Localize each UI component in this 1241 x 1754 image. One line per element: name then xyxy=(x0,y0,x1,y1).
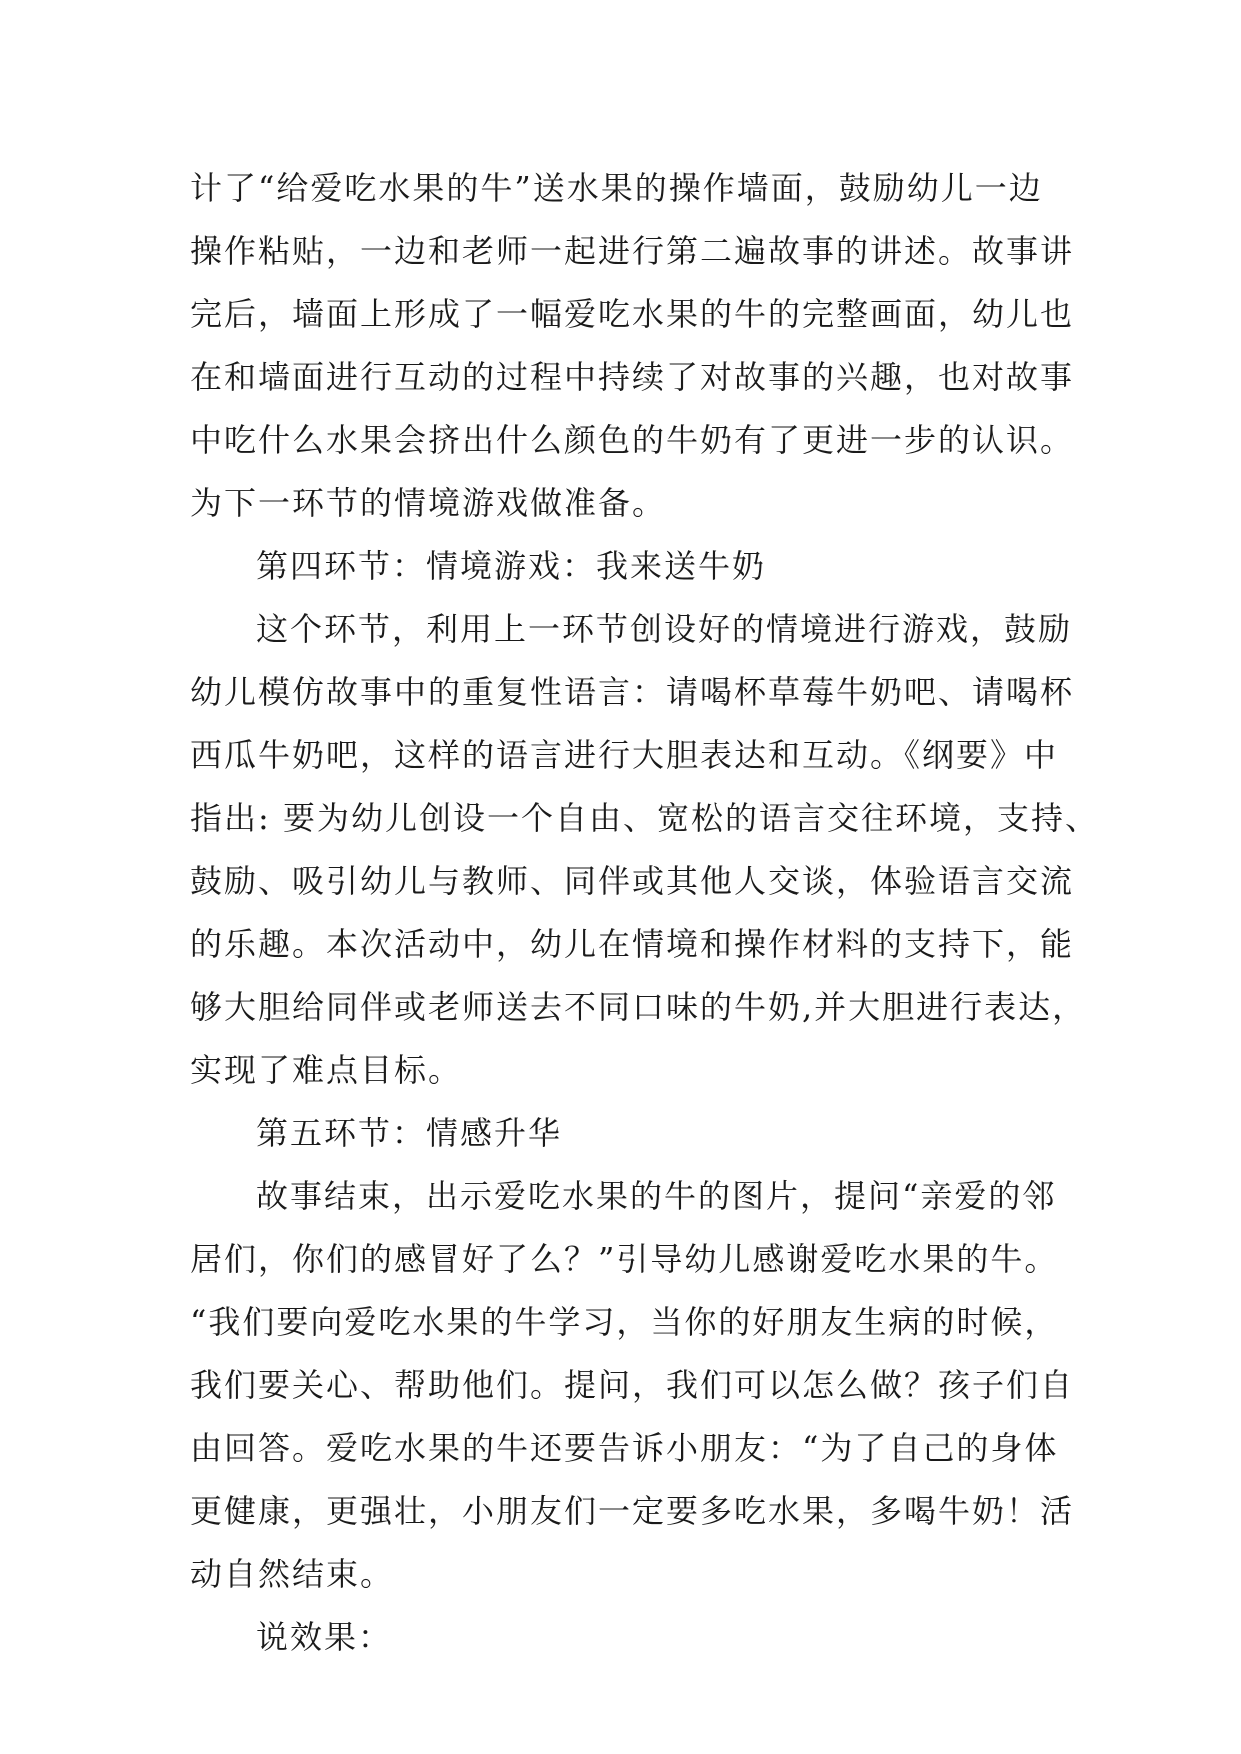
text-line: 动自然结束。 xyxy=(190,1555,395,1593)
text-line: 中吃什么水果会挤出什么颜色的牛奶有了更进一步的认识。 xyxy=(190,421,1075,459)
text-line: 计了“给爱吃水果的牛”送水果的操作墙面，鼓励幼儿一边 xyxy=(190,169,1043,207)
text-line: 够大胆给同伴或老师送去不同口味的牛奶,并大胆进行表达， xyxy=(190,988,1087,1026)
text-line: 由回答。爱吃水果的牛还要告诉小朋友：“为了自己的身体 xyxy=(190,1429,1059,1467)
text-line: 指出: 要为幼儿创设一个自由、宽松的语言交往环境，支持、 xyxy=(190,799,1099,837)
text-line: 完后，墙面上形成了一幅爱吃水果的牛的完整画面，幼儿也 xyxy=(190,295,1075,333)
text-line: 更健康，更强壮，小朋友们一定要多吃水果，多喝牛奶！活 xyxy=(190,1492,1075,1530)
paragraph-start-line: 说效果： xyxy=(256,1618,393,1656)
text-line: 在和墙面进行互动的过程中持续了对故事的兴趣，也对故事 xyxy=(190,358,1075,396)
text-line: 实现了难点目标。 xyxy=(190,1051,463,1089)
paragraph-start-line: 这个环节，利用上一环节创设好的情境进行游戏，鼓励 xyxy=(256,610,1073,648)
text-line: 居们，你们的感冒好了么？”引导幼儿感谢爱吃水果的牛。 xyxy=(190,1240,1059,1278)
paragraph-start-line: 第四环节：情境游戏：我来送牛奶 xyxy=(256,547,767,585)
text-line: 幼儿模仿故事中的重复性语言：请喝杯草莓牛奶吧、请喝杯 xyxy=(190,673,1075,711)
paragraph-start-line: 第五环节：情感升华 xyxy=(256,1114,563,1152)
text-line: 鼓励、吸引幼儿与教师、同伴或其他人交谈，体验语言交流 xyxy=(190,862,1075,900)
text-line: 我们要关心、帮助他们。提问，我们可以怎么做？孩子们自 xyxy=(190,1366,1075,1404)
text-line: 的乐趣。本次活动中，幼儿在情境和操作材料的支持下，能 xyxy=(190,925,1075,963)
text-line: 操作粘贴，一边和老师一起进行第二遍故事的讲述。故事讲 xyxy=(190,232,1075,270)
body-text xyxy=(190,157,1099,1669)
text-line: 为下一环节的情境游戏做准备。 xyxy=(190,484,667,522)
text-line: “我们要向爱吃水果的牛学习，当你的好朋友生病的时候， xyxy=(190,1303,1059,1341)
paragraph-start-line: 故事结束，出示爱吃水果的牛的图片，提问“亲爱的邻 xyxy=(256,1177,1057,1215)
text-line: 西瓜牛奶吧，这样的语言进行大胆表达和互动。《纲要》中 xyxy=(190,736,1059,774)
